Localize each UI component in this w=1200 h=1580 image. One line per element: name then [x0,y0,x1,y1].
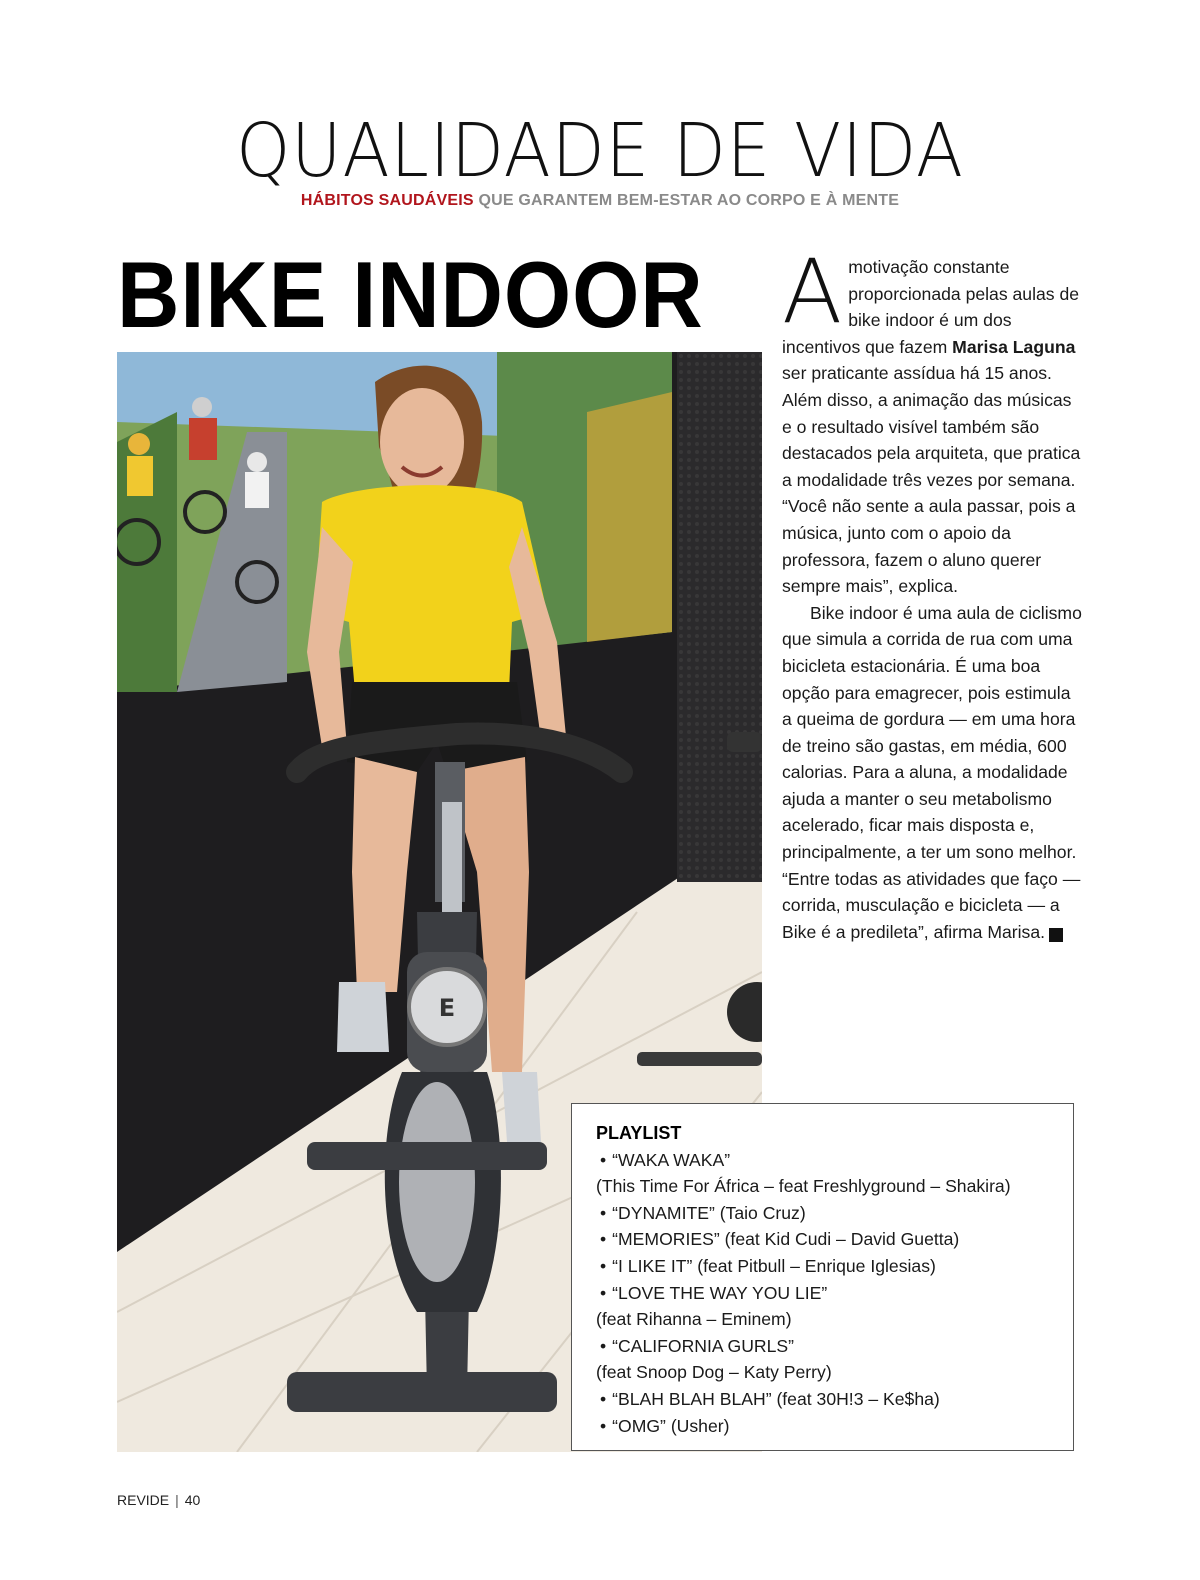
playlist-credit: (Usher) [670,1415,730,1436]
article-headline: BIKE INDOOR [117,242,704,347]
playlist-credit: (feat Kid Cudi – David Guetta) [724,1229,960,1250]
article-body [782,240,1082,945]
playlist-item [596,1413,1053,1440]
playlist-song: “MEMORIES” [612,1229,720,1250]
magazine-name: REVIDE [117,1492,170,1508]
playlist-credit: (feat 30H!3 – Ke$ha) [776,1388,940,1409]
article-p1-text: motivação constante proporcionada pelas aulas de bike indoor é um dos incentivos que fazem [782,257,1080,357]
playlist-song: “WAKA WAKA” [612,1149,731,1170]
playlist-box [571,1103,1074,1451]
playlist-song: “LOVE THE WAY YOU LIE” [612,1282,828,1303]
bullet-icon: • [600,1388,607,1409]
article-p2-text: Bike indoor é uma aula de ciclismo que simula a corrida de rua com uma bicicleta estacionária. É uma boa opção para emagrecer, pois estimula a queima de gordura — em uma hora de treino são gastas, em média, 600 calorias. Para a aluna, a modalidade ajuda a manter o seu metabolismo acelerado, ficar mais disposta e, principalmente, a ter um sono melhor. “Entre todas as atividades que faço — corrida, musculação e bicicleta — a Bike é a predileta”, afirma Marisa. [782,602,1082,942]
article-p1-rest: ser praticante assídua há 15 anos. Além disso, a animação das músicas e o resultado visível também são destacados pela arquiteta, que pratica a modalidade três vezes por semana. “Você não sente a aula passar, pois a música, junto com o apoio da professora, fazem o aluno querer sempre mais”, explica. [782,363,1081,597]
playlist-item [596,1226,1053,1253]
playlist-item [596,1280,1053,1333]
page-number: 40 [184,1492,201,1508]
article-subject-name: Marisa Laguna [952,336,1076,357]
svg-text:E: E [438,994,456,1022]
bullet-icon: • [600,1229,607,1250]
section-title: QUALIDADE DE VIDA [236,108,964,194]
subtitle-accent: HÁBITOS SAUDÁVEIS [300,192,474,209]
playlist-title: PLAYLIST [596,1123,682,1143]
playlist-item [596,1253,1053,1280]
subtitle-rest: QUE GARANTEM BEM-ESTAR AO CORPO E À MENTE [473,192,900,209]
playlist-song: “I LIKE IT” [612,1255,693,1276]
playlist-credit: (This Time For África – feat Freshlyground – Shakira) [596,1176,1011,1197]
drop-cap: A [782,240,843,343]
bullet-icon: • [600,1415,607,1436]
playlist-song: “CALIFORNIA GURLS” [612,1335,795,1356]
playlist-credit: (feat Rihanna – Eminem) [596,1309,792,1330]
playlist-credit: (Taio Cruz) [719,1202,806,1223]
end-mark-icon: r [1049,928,1063,942]
bullet-icon: • [600,1335,607,1356]
bullet-icon: • [600,1282,607,1303]
playlist-item [596,1147,1053,1200]
playlist-credit: (feat Snoop Dog – Katy Perry) [596,1362,832,1383]
playlist-credit: (feat Pitbull – Enrique Iglesias) [697,1255,936,1276]
playlist-song: “BLAH BLAH BLAH” [612,1388,772,1409]
playlist-item [596,1200,1053,1227]
playlist-song: “DYNAMITE” [612,1202,715,1223]
footer-separator: | [175,1492,179,1508]
bullet-icon: • [600,1202,607,1223]
playlist-item [596,1333,1053,1386]
page-footer [117,1492,200,1508]
article-paragraph-2 [782,600,1082,946]
playlist-song: “OMG” [612,1415,666,1436]
playlist-list [596,1147,1053,1440]
bullet-icon: • [600,1149,607,1170]
playlist-item [596,1386,1053,1413]
bullet-icon: • [600,1255,607,1276]
section-subtitle [0,192,1200,210]
